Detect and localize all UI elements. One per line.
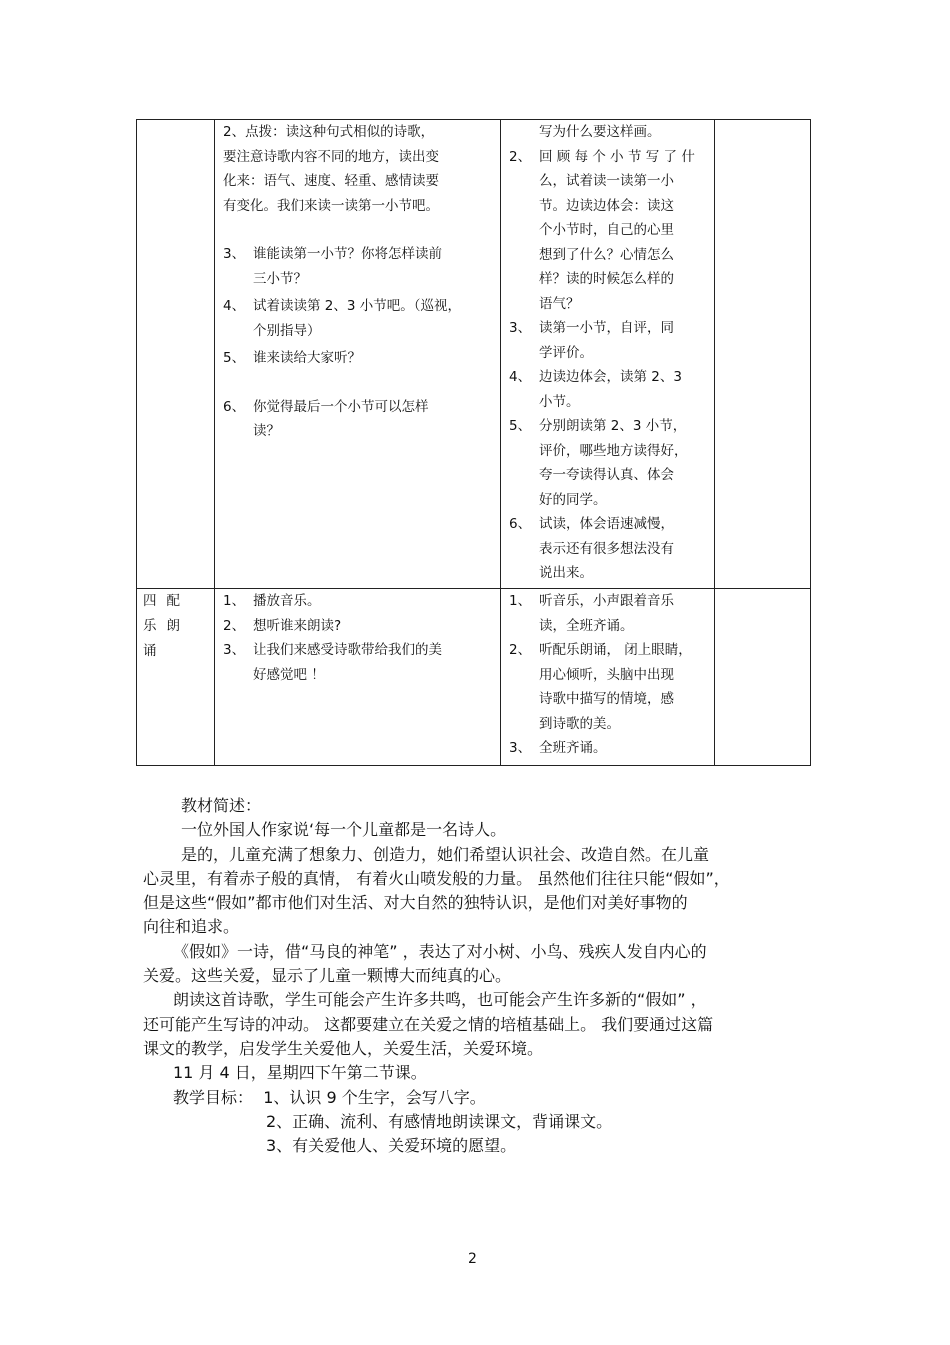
teacher-intro-line: 2、点拨：读这种句式相似的诗歌， [223,124,435,140]
teacher-activity-cell [215,120,501,589]
student-activity-cell [501,120,715,589]
notes-cell [715,589,811,766]
paragraph-line: 是的，儿童充满了想象力、创造力，她们希望认识社会、改造自然。在儿童 [181,844,710,864]
paragraph-line: 《假如》一诗，借“马良的神笔” ，表达了对小树、小鸟、残疾人发自内心的 [173,941,707,961]
goals-line [143,1086,823,1110]
list-item: 2、 回 顾 每 个 小 节 写 了 什 么，试着读一读第一小 节。边读边体会：读这 个小节时，自己的心里 想到了什么？心情怎么 样？读的时候怎么样的 语气？ [509,148,695,312]
list-item: 5、 谁来读给大家听？ [223,350,361,366]
goals-label: 教学目标： [173,1087,254,1107]
list-item: 3、 全班齐诵。 [509,740,607,756]
teacher-intro-line: 要注意诗歌内容不同的地方，读出变 [223,148,439,165]
list-item: 6、 试读，体会语速减慢， 表示还有很多想法没有 说出来。 [509,516,674,581]
date-line: 11 月 4 日，星期四下午第二节课。 [173,1063,427,1083]
student-intro-line: 写为什么要这样画。 [539,124,661,140]
list-item: 1、 播放音乐。 [223,593,321,609]
table-row [137,120,811,589]
list-item: 4、 边读边体会，读第 2、3 小节。 [509,369,682,410]
list-item: 5、 分别朗读第 2、3 小节， 评价，哪些地方读得好， 夸一夸读得认真、体会 好的同学。 [509,418,688,508]
teacher-intro-line: 有变化。我们来读一读第一小节吧。 [223,197,439,214]
list-item: 3、 让我们来感受诗歌带给我们的美 好感觉吧 ！ [223,642,442,683]
paragraph-line: 课文的教学，启发学生关爱他人，关爱生活，关爱环境。 [143,1038,544,1058]
stage-cell [137,120,215,589]
teacher-intro-line: 化来：语气、速度、轻重、感情读要 [223,173,439,189]
goal-item: 1、认识 9 个生字，会写八字。 [263,1087,486,1107]
list-item: 6、 你觉得最后一个小节可以怎样 读？ [223,398,429,439]
paragraph-line: 但是这些“假如”都市他们对生活、对大自然的独特认识，是他们对美好事物的 [143,893,688,913]
paragraph-line: 心灵里，有着赤子般的真情， 有着火山喷发般的力量。 虽然他们往往只能“假如”， [143,868,730,888]
teacher-activity-cell [215,589,501,766]
paragraph-line: 朗读这首诗歌，学生可能会产生许多共鸣，也可能会产生许多新的“假如” ， [173,990,707,1010]
list-item: 4、 试着读读第 2、3 小节吧。（巡视， 个别指导） [223,298,462,339]
goal-item: 3、有关爱他人、关爱环境的愿望。 [266,1136,517,1156]
list-item: 3、 读第一小节，自评，同 学评价。 [509,320,674,361]
paragraph-line: 关爱。这些关爱，显示了儿童一颗博大而纯真的心。 [143,966,512,986]
material-section [143,794,823,1158]
paragraph-line: 向往和追求。 [143,917,240,937]
list-item: 2、 想听谁来朗读? [223,617,342,634]
stage-label: 四配乐朗诵 [143,593,190,659]
goal-item: 2、正确、流利、有感情地朗读课文，背诵课文。 [266,1111,613,1131]
stage-cell [137,589,215,766]
notes-cell [715,120,811,589]
table-row [137,589,811,766]
section-heading: 教材简述： [181,796,262,815]
paragraph-line: 还可能产生写诗的冲动。 这都要建立在关爱之情的培植基础上。 我们要通过这篇 [143,1014,714,1034]
list-item: 3、 谁能读第一小节？你将怎样读前 三小节？ [223,246,442,287]
list-item: 1、 听音乐，小声跟着音乐 读，全班齐诵。 [509,593,674,634]
student-activity-cell [501,589,715,766]
paragraph-line: 一位外国人作家说‘每一个儿童都是一名诗人。 [181,820,507,840]
list-item: 2、 听配乐朗诵， 闭上眼睛， 用心倾听，头脑中出现 诗歌中描写的情境，感 到诗歌的美。 [509,642,692,732]
page-number: 2 [468,1251,477,1267]
lesson-plan-table [136,119,811,766]
